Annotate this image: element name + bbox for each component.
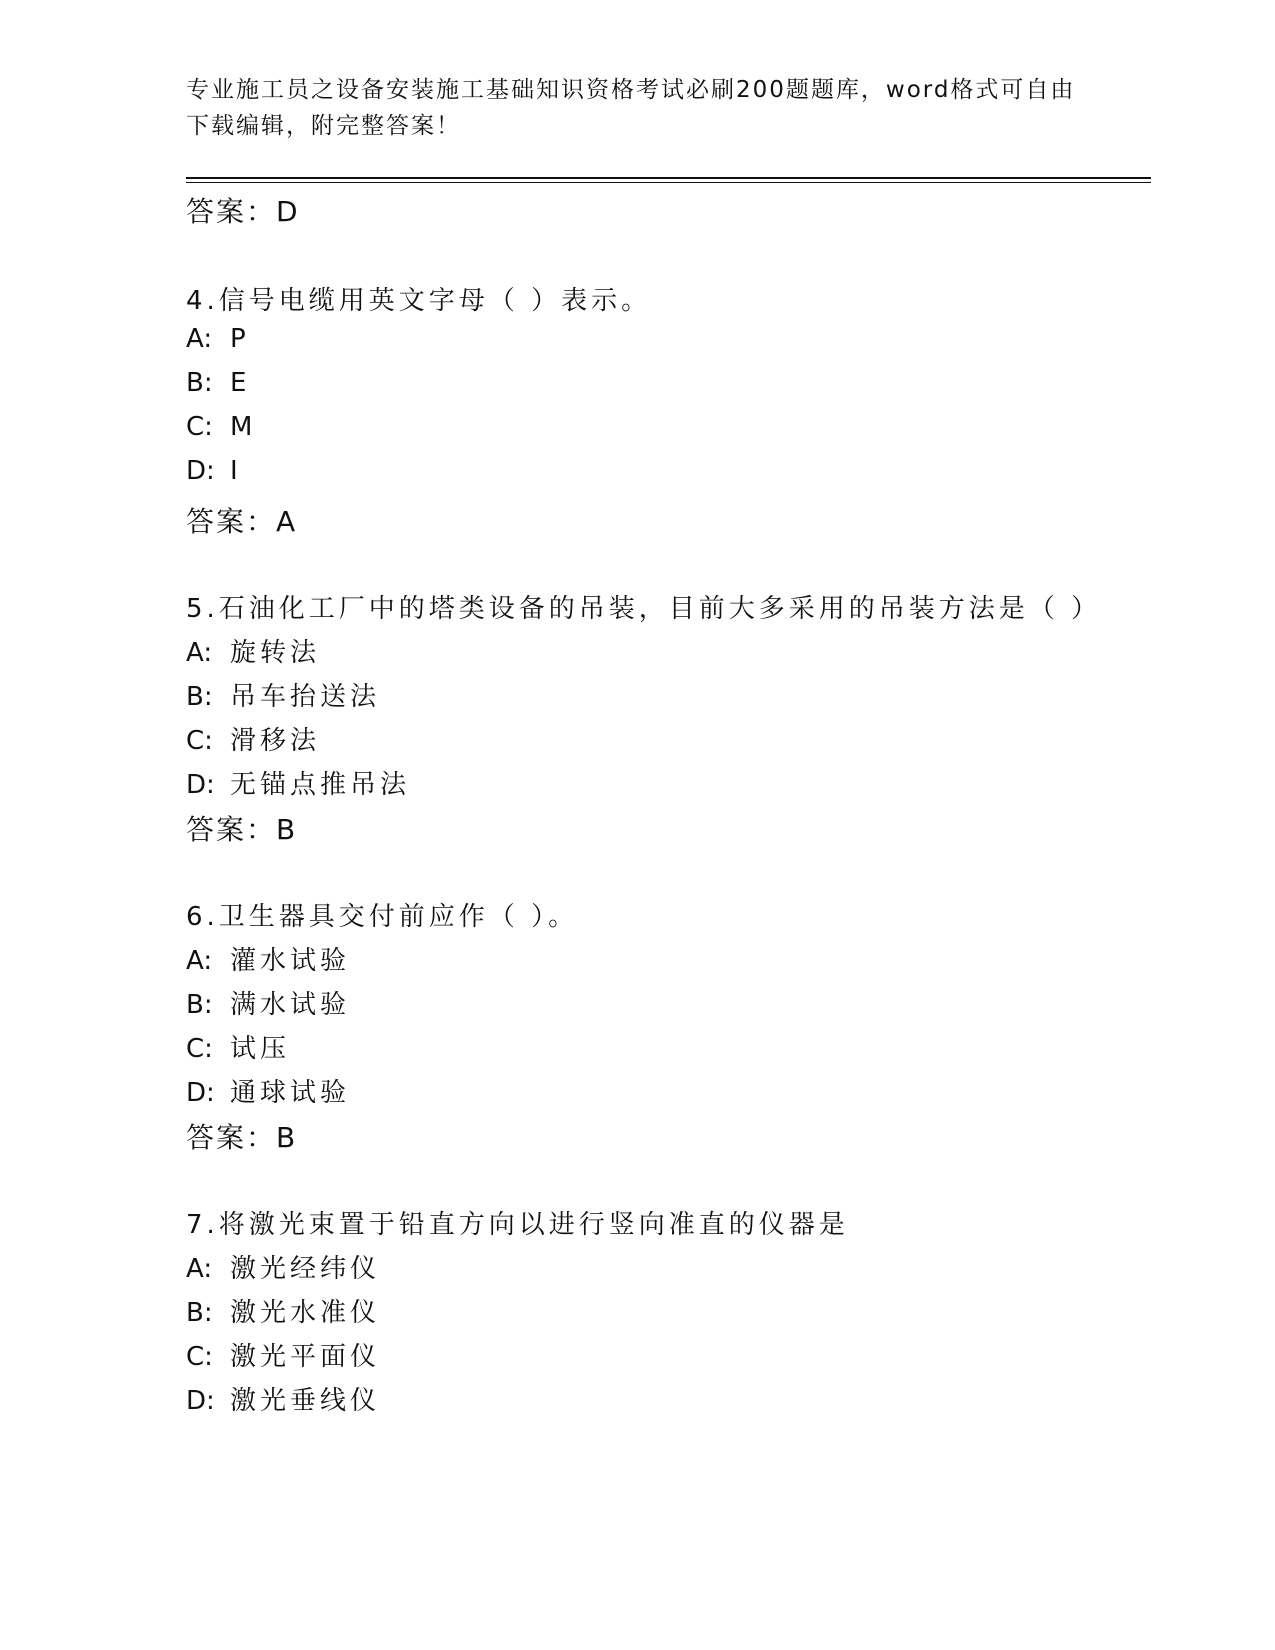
option-key: D: bbox=[186, 456, 215, 486]
option-a bbox=[186, 1248, 380, 1285]
answer-line: 答案：B bbox=[186, 1121, 298, 1154]
option-d bbox=[186, 456, 242, 486]
option-text: 灌水试验 bbox=[230, 946, 351, 976]
option-key: C: bbox=[186, 726, 213, 756]
option-a bbox=[186, 632, 320, 669]
option-key: B: bbox=[186, 368, 213, 398]
question-text: 6.卫生器具交付前应作（ ）。 bbox=[186, 902, 579, 932]
option-b bbox=[186, 676, 380, 713]
option-key: D: bbox=[186, 1386, 215, 1416]
option-text: 满水试验 bbox=[230, 990, 351, 1020]
answer-line: 答案：A bbox=[186, 505, 298, 538]
option-key: A: bbox=[186, 946, 213, 976]
option-c bbox=[186, 1028, 290, 1065]
option-key: C: bbox=[186, 1342, 213, 1372]
option-d bbox=[186, 1072, 350, 1109]
option-text: 滑移法 bbox=[230, 726, 321, 756]
option-b bbox=[186, 368, 250, 398]
option-text: I bbox=[230, 456, 242, 486]
option-key: D: bbox=[186, 1078, 215, 1108]
header-line-2: 下载编辑，附完整答案！ bbox=[186, 113, 461, 139]
option-c bbox=[186, 720, 320, 757]
header-divider-thin bbox=[186, 182, 1151, 183]
answer-line: 答案：D bbox=[186, 195, 300, 228]
option-text: 激光水准仪 bbox=[230, 1298, 381, 1328]
option-text: P bbox=[230, 324, 250, 354]
option-key: C: bbox=[186, 1034, 213, 1064]
option-c bbox=[186, 412, 256, 442]
question-text: 5.石油化工厂中的塔类设备的吊装，目前大多采用的吊装方法是（ ） bbox=[186, 594, 1102, 624]
option-key: A: bbox=[186, 324, 213, 354]
option-d bbox=[186, 1380, 380, 1417]
option-key: D: bbox=[186, 770, 215, 800]
answer-line: 答案：B bbox=[186, 813, 298, 846]
option-text: 无锚点推吊法 bbox=[230, 770, 411, 800]
option-key: B: bbox=[186, 990, 213, 1020]
option-a bbox=[186, 324, 250, 354]
option-text: 激光垂线仪 bbox=[230, 1386, 381, 1416]
option-a bbox=[186, 940, 350, 977]
option-text: M bbox=[230, 412, 257, 442]
option-d bbox=[186, 764, 410, 801]
option-text: 激光平面仪 bbox=[230, 1342, 381, 1372]
option-key: B: bbox=[186, 682, 213, 712]
header-divider-thick bbox=[186, 177, 1151, 179]
option-b bbox=[186, 984, 350, 1021]
option-text: 试压 bbox=[230, 1034, 291, 1064]
option-text: 吊车抬送法 bbox=[230, 682, 381, 712]
option-text: E bbox=[230, 368, 251, 398]
header-line-1: 专业施工员之设备安装施工基础知识资格考试必刷200题题库，word格式可自由 bbox=[186, 77, 1076, 103]
option-key: A: bbox=[186, 1254, 213, 1284]
option-key: A: bbox=[186, 638, 213, 668]
option-b bbox=[186, 1292, 380, 1329]
option-text: 旋转法 bbox=[230, 638, 321, 668]
option-text: 激光经纬仪 bbox=[230, 1254, 381, 1284]
option-text: 通球试验 bbox=[230, 1078, 351, 1108]
question-text: 7.将激光束置于铅直方向以进行竖向准直的仪器是 bbox=[186, 1210, 849, 1240]
question-text: 4.信号电缆用英文字母（ ）表示。 bbox=[186, 286, 652, 316]
option-key: B: bbox=[186, 1298, 213, 1328]
option-key: C: bbox=[186, 412, 213, 442]
document-header bbox=[186, 72, 1086, 144]
option-c bbox=[186, 1336, 380, 1373]
